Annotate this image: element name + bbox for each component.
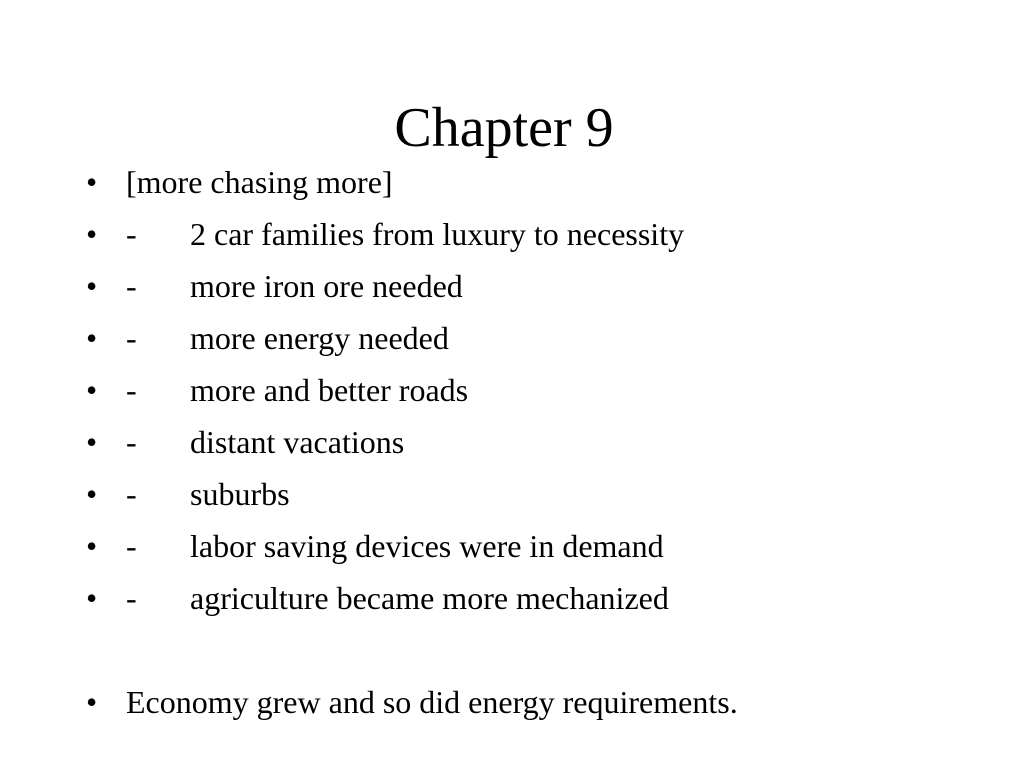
bullet-item: [86, 572, 669, 624]
bullet-item: [86, 364, 468, 416]
bullet-marker: •: [86, 216, 98, 252]
bullet-item: [86, 312, 449, 364]
bullet-item: [86, 260, 463, 312]
dash-marker: -: [126, 372, 137, 408]
bullet-text: more iron ore needed: [190, 268, 463, 304]
bullet-text: more and better roads: [190, 372, 469, 408]
bullet-marker: •: [86, 372, 98, 408]
bullet-item: [86, 468, 290, 520]
bullet-item: [86, 416, 404, 468]
dash-marker: -: [126, 476, 137, 512]
bullet-item: [86, 156, 393, 208]
bullet-text: 2 car families from luxury to necessity: [190, 216, 685, 252]
bullet-text: [more chasing more]: [126, 164, 393, 200]
slide-title: Chapter 9: [394, 97, 614, 159]
bullet-text: labor saving devices were in demand: [190, 528, 664, 564]
dash-marker: -: [126, 320, 137, 356]
bullet-marker: •: [86, 164, 98, 200]
dash-marker: -: [126, 268, 137, 304]
bullet-marker: •: [86, 424, 98, 460]
bullet-item: [86, 520, 664, 572]
bullet-marker: •: [86, 580, 98, 616]
bullet-marker: •: [86, 528, 98, 564]
bullet-item: [86, 208, 684, 260]
dash-marker: -: [126, 424, 137, 460]
bullet-marker: •: [86, 320, 98, 356]
bullet-item: [86, 676, 738, 728]
bullet-text: agriculture became more mechanized: [190, 580, 669, 616]
bullet-marker: •: [86, 684, 98, 720]
bullet-text: distant vacations: [190, 424, 405, 460]
bullet-marker: •: [86, 268, 98, 304]
bullet-text: more energy needed: [190, 320, 449, 356]
dash-marker: -: [126, 528, 137, 564]
dash-marker: -: [126, 580, 137, 616]
bullet-marker: •: [86, 476, 98, 512]
bullet-text: suburbs: [190, 476, 290, 512]
dash-marker: -: [126, 216, 137, 252]
bullet-text: Economy grew and so did energy requirements.: [126, 684, 738, 720]
